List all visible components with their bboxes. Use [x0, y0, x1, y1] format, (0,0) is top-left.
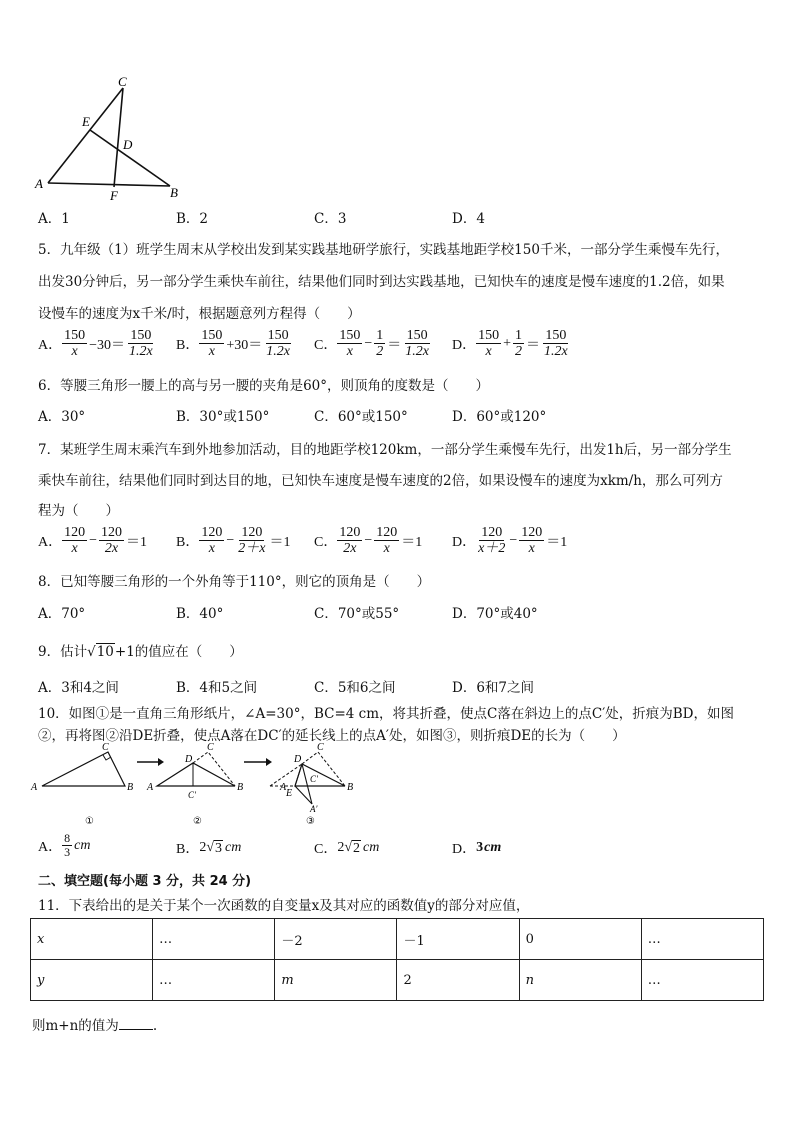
- q10-option-b-letter: B．: [176, 842, 200, 857]
- q5-option-d-letter: D．: [452, 337, 477, 353]
- denominator: 2: [515, 344, 523, 359]
- table-cell: …: [641, 960, 763, 1001]
- q10-options: [38, 832, 758, 862]
- table-cell: …: [641, 919, 763, 960]
- q7-text-line-3: 程为（ ）: [38, 503, 119, 519]
- q10-option-c-letter: C．: [314, 842, 338, 857]
- denominator: 1.2x: [544, 344, 568, 359]
- numerator: 120: [481, 525, 503, 540]
- sqrt-sign: √: [344, 840, 353, 855]
- numerator: 150: [267, 328, 289, 343]
- q9-radicand: 10: [96, 644, 114, 660]
- numerator: 150: [406, 328, 428, 343]
- unit: cm: [225, 840, 242, 855]
- fig1-number: ①: [85, 816, 94, 827]
- numerator: 120: [101, 525, 123, 540]
- fraction: [513, 328, 524, 359]
- table-cell: －2: [275, 919, 397, 960]
- fig3-label-a: A: [280, 782, 287, 793]
- numerator: 120: [339, 525, 361, 540]
- numerator: 1: [515, 328, 523, 343]
- fig3-number: ③: [306, 816, 315, 827]
- q6-options: [38, 405, 758, 429]
- fraction: [236, 525, 267, 556]
- table-cell: n: [519, 960, 641, 1001]
- q8-option-a[interactable]: A．70°: [38, 606, 86, 622]
- equals-one: ＝1: [126, 534, 148, 550]
- q5-option-c[interactable]: [314, 328, 431, 359]
- fraction: [542, 328, 570, 359]
- table-row: [31, 960, 764, 1001]
- denominator: x: [71, 344, 78, 359]
- fraction: [403, 328, 431, 359]
- fig2-label-c-prime: C′: [188, 790, 196, 800]
- label-c: C: [118, 74, 127, 89]
- fig3-label-e: E: [286, 788, 293, 799]
- q11-text: 11．下表给出的是关于某个一次函数的自变量x及其对应的函数值y的部分对应值，: [38, 898, 530, 914]
- numerator: 150: [201, 328, 223, 343]
- q9-option-a[interactable]: A．3和4之间: [38, 680, 119, 696]
- numerator: 8: [64, 831, 71, 845]
- q9-prefix: 9．估计: [38, 644, 88, 660]
- q4-option-c[interactable]: C．3: [314, 211, 347, 227]
- table-cell: …: [153, 919, 275, 960]
- numerator: 150: [130, 328, 152, 343]
- table-cell: x: [31, 919, 153, 960]
- numerator: 120: [521, 525, 543, 540]
- fig2-label-b: B: [237, 782, 244, 793]
- radicand: 3: [215, 840, 223, 856]
- denominator: 2x: [343, 541, 357, 556]
- fraction: [476, 328, 501, 359]
- fraction: [62, 328, 87, 359]
- table-cell: m: [275, 960, 397, 1001]
- q7-options: [38, 525, 758, 563]
- numerator: 150: [545, 328, 567, 343]
- fraction: [337, 328, 362, 359]
- fraction: [62, 525, 87, 556]
- fraction: [476, 525, 507, 556]
- q10-option-a-letter: A．: [38, 839, 63, 855]
- q8-option-c[interactable]: C．70°或55°: [314, 606, 400, 622]
- radicand: 2: [353, 840, 361, 856]
- side-ac: [48, 88, 123, 183]
- q5-options: [38, 328, 758, 366]
- q8-text: 8．已知等腰三角形的一个外角等于110°，则它的顶角是（ ）: [38, 574, 431, 590]
- q11-answer-suffix: .: [152, 1018, 158, 1034]
- sqrt-sign: √: [87, 644, 96, 660]
- q10-option-b[interactable]: [176, 838, 241, 858]
- label-e: E: [82, 114, 90, 129]
- operator: −30＝: [89, 337, 126, 353]
- fraction: [519, 525, 544, 556]
- table-cell: 2: [397, 960, 519, 1001]
- q6-option-b[interactable]: B．30°或150°: [176, 409, 270, 425]
- q10-option-d-letter: D．: [452, 842, 477, 857]
- q9-option-b[interactable]: B．4和5之间: [176, 680, 258, 696]
- q11-answer-prefix: 则m+n的值为: [32, 1018, 119, 1034]
- fig2-dashed-fold: [193, 752, 235, 786]
- q4-option-d[interactable]: D．4: [452, 211, 485, 227]
- sqrt-sign: √: [206, 840, 215, 855]
- unit: cm: [484, 840, 502, 855]
- equals-one: ＝1: [546, 534, 568, 550]
- numerator: 150: [339, 328, 361, 343]
- q5-option-c-letter: C．: [314, 337, 338, 353]
- q10-option-c[interactable]: [314, 838, 379, 858]
- q10-option-d[interactable]: [452, 838, 501, 858]
- q7-option-b-letter: B．: [176, 534, 200, 550]
- q8-options: [38, 602, 758, 626]
- arrow-2-head: [266, 758, 272, 766]
- fraction: [199, 328, 224, 359]
- q9-text: [38, 640, 243, 660]
- q6-text: 6．等腰三角形一腰上的高与另一腰的夹角是60°，则顶角的度数是（ ）: [38, 378, 490, 394]
- q9-options: [38, 676, 758, 700]
- fig3-crease-de: [295, 764, 302, 786]
- q9-option-c[interactable]: C．5和6之间: [314, 680, 396, 696]
- q6-option-d[interactable]: D．60°或120°: [452, 409, 547, 425]
- fig3-dashed-fold: [302, 752, 345, 786]
- operator: ＝: [387, 337, 402, 353]
- coefficient: 2: [199, 840, 207, 855]
- fig3-label-c-prime: C′: [310, 774, 318, 784]
- table-row: [31, 919, 764, 960]
- q5-text-line-3: 设慢车的速度为x千米/时，根据题意列方程得（ ）: [38, 306, 361, 322]
- q5-text-line-2: 出发30分钟后，另一部分学生乘快车前往，结果他们同时到达实践基地，已知快车的速度是慢车速度的1.2倍，如果: [38, 274, 725, 290]
- q7-option-a-letter: A．: [38, 534, 63, 550]
- q10-option-a[interactable]: [38, 832, 90, 859]
- q4-option-a[interactable]: A．1: [38, 211, 70, 227]
- numerator: 150: [64, 328, 86, 343]
- fraction: [199, 525, 224, 556]
- fraction: [337, 525, 362, 556]
- equals-one: ＝1: [269, 534, 291, 550]
- denominator: x: [528, 541, 535, 556]
- fig3-label-a-prime: A′: [310, 804, 318, 814]
- fig2-label-c: C: [207, 742, 214, 753]
- denominator: 1.2x: [266, 344, 290, 359]
- operator: −: [509, 532, 518, 548]
- denominator: x＋2: [478, 541, 506, 556]
- fig2-label-d: D: [185, 754, 193, 765]
- q9-suffix: +1的值应在（ ）: [114, 644, 243, 660]
- operator: −: [364, 532, 373, 548]
- operator: −: [226, 532, 235, 548]
- q5-text-line-1: 5．九年级（1）班学生周末从学校出发到某实践基地研学旅行，实践基地距学校150千米，一部分学生乘慢车先行，: [38, 242, 729, 258]
- value: 3: [476, 840, 484, 855]
- denominator: 3: [64, 845, 71, 859]
- denominator: 2: [376, 344, 384, 359]
- numerator: 150: [478, 328, 500, 343]
- q5-option-d[interactable]: [452, 328, 570, 359]
- table-cell: －1: [397, 919, 519, 960]
- unit: cm: [363, 840, 380, 855]
- unit: cm: [74, 837, 91, 853]
- numerator: 120: [241, 525, 263, 540]
- q7-option-d-letter: D．: [452, 534, 477, 550]
- denominator: x: [208, 541, 215, 556]
- coefficient: 2: [337, 840, 345, 855]
- figure-2-triangle: [157, 763, 235, 786]
- q7-text-line-2: 乘快车前往，结果他们同时到达目的地，已知快车速度是慢车速度的2倍，如果设慢车的速度为xkm/h，那么可列方: [38, 473, 723, 489]
- fig3-label-b: B: [347, 782, 354, 793]
- denominator: x: [71, 541, 78, 556]
- q4-options: [38, 207, 758, 231]
- table-cell: y: [31, 960, 153, 1001]
- numerator: 120: [201, 525, 223, 540]
- numerator: 120: [376, 525, 398, 540]
- label-d: D: [123, 137, 133, 152]
- operator: ＝: [526, 337, 541, 353]
- numerator: 1: [376, 328, 384, 343]
- fraction: [99, 525, 124, 556]
- q11-value-table: [30, 918, 764, 1001]
- fig2-label-a: A: [147, 782, 154, 793]
- fraction: [62, 832, 72, 859]
- q6-option-a[interactable]: A．30°: [38, 409, 86, 425]
- q10-text-line-1: 10．如图①是一直角三角形纸片，∠A=30°，BC=4 cm，将其折叠，使点C落在斜边上的点C′处，折痕为BD，如图: [38, 706, 735, 722]
- q5-option-a-letter: A．: [38, 337, 63, 353]
- denominator: x: [383, 541, 390, 556]
- fig1-label-a: A: [31, 782, 38, 793]
- q5-option-a[interactable]: [38, 328, 155, 359]
- operator: −: [364, 335, 373, 351]
- label-f: F: [110, 188, 118, 203]
- q5-option-b[interactable]: [176, 328, 292, 359]
- q7-option-c[interactable]: [314, 525, 424, 556]
- q7-text-line-1: 7．某班学生周末乘汽车到外地参加活动，目的地距学校120km，一部分学生乘慢车先行，出发1h后，另一部分学生: [38, 442, 732, 458]
- q6-option-c[interactable]: C．60°或150°: [314, 409, 408, 425]
- denominator: x: [346, 344, 353, 359]
- side-ab: [48, 183, 170, 186]
- operator: +: [503, 335, 512, 351]
- q7-option-d[interactable]: [452, 525, 569, 556]
- q10-text-line-2: ②，再将图②沿DE折叠，使点A落在DC′的延长线上的点A′处，如图③，则折痕DE的长为（ ）: [38, 728, 626, 744]
- q9-option-d[interactable]: D．6和7之间: [452, 680, 535, 696]
- fig1-label-c: C: [102, 742, 109, 753]
- label-b: B: [170, 185, 178, 200]
- q7-option-b[interactable]: [176, 525, 292, 556]
- fig2-number: ②: [193, 816, 202, 827]
- numerator: 120: [64, 525, 86, 540]
- q5-option-b-letter: B．: [176, 337, 200, 353]
- fig1-label-b: B: [127, 782, 134, 793]
- fraction: [264, 328, 292, 359]
- q7-option-c-letter: C．: [314, 534, 338, 550]
- q10-folding-figures: [30, 740, 370, 830]
- q11-answer-line: [32, 1014, 157, 1034]
- table-cell: 0: [519, 919, 641, 960]
- fig3-label-c: C: [317, 742, 324, 753]
- figure-1-triangle: [42, 752, 125, 786]
- q4-triangle-figure: [30, 70, 190, 205]
- denominator: 2＋x: [238, 541, 266, 556]
- table-cell: …: [153, 960, 275, 1001]
- denominator: 2x: [104, 541, 119, 556]
- q4-option-b[interactable]: B．2: [176, 211, 209, 227]
- q8-option-b[interactable]: B．40°: [176, 606, 224, 622]
- q8-option-d[interactable]: D．70°或40°: [452, 606, 538, 622]
- fraction: [127, 328, 155, 359]
- denominator: 1.2x: [405, 344, 429, 359]
- operator: −: [89, 532, 98, 548]
- section-2-heading: 二、填空题(每小题 3 分，共 24 分): [38, 874, 252, 889]
- label-a: A: [35, 176, 43, 191]
- fig3-label-d: D: [294, 754, 302, 765]
- segment-cf: [114, 88, 123, 187]
- denominator: 1.2x: [129, 344, 153, 359]
- answer-blank[interactable]: [119, 1017, 153, 1030]
- operator: +30＝: [226, 337, 263, 353]
- denominator: x: [485, 344, 492, 359]
- equals-one: ＝1: [401, 534, 423, 550]
- arrow-1-head: [158, 758, 164, 766]
- fraction: [374, 328, 385, 359]
- denominator: x: [208, 344, 215, 359]
- q7-option-a[interactable]: [38, 525, 149, 556]
- fraction: [374, 525, 399, 556]
